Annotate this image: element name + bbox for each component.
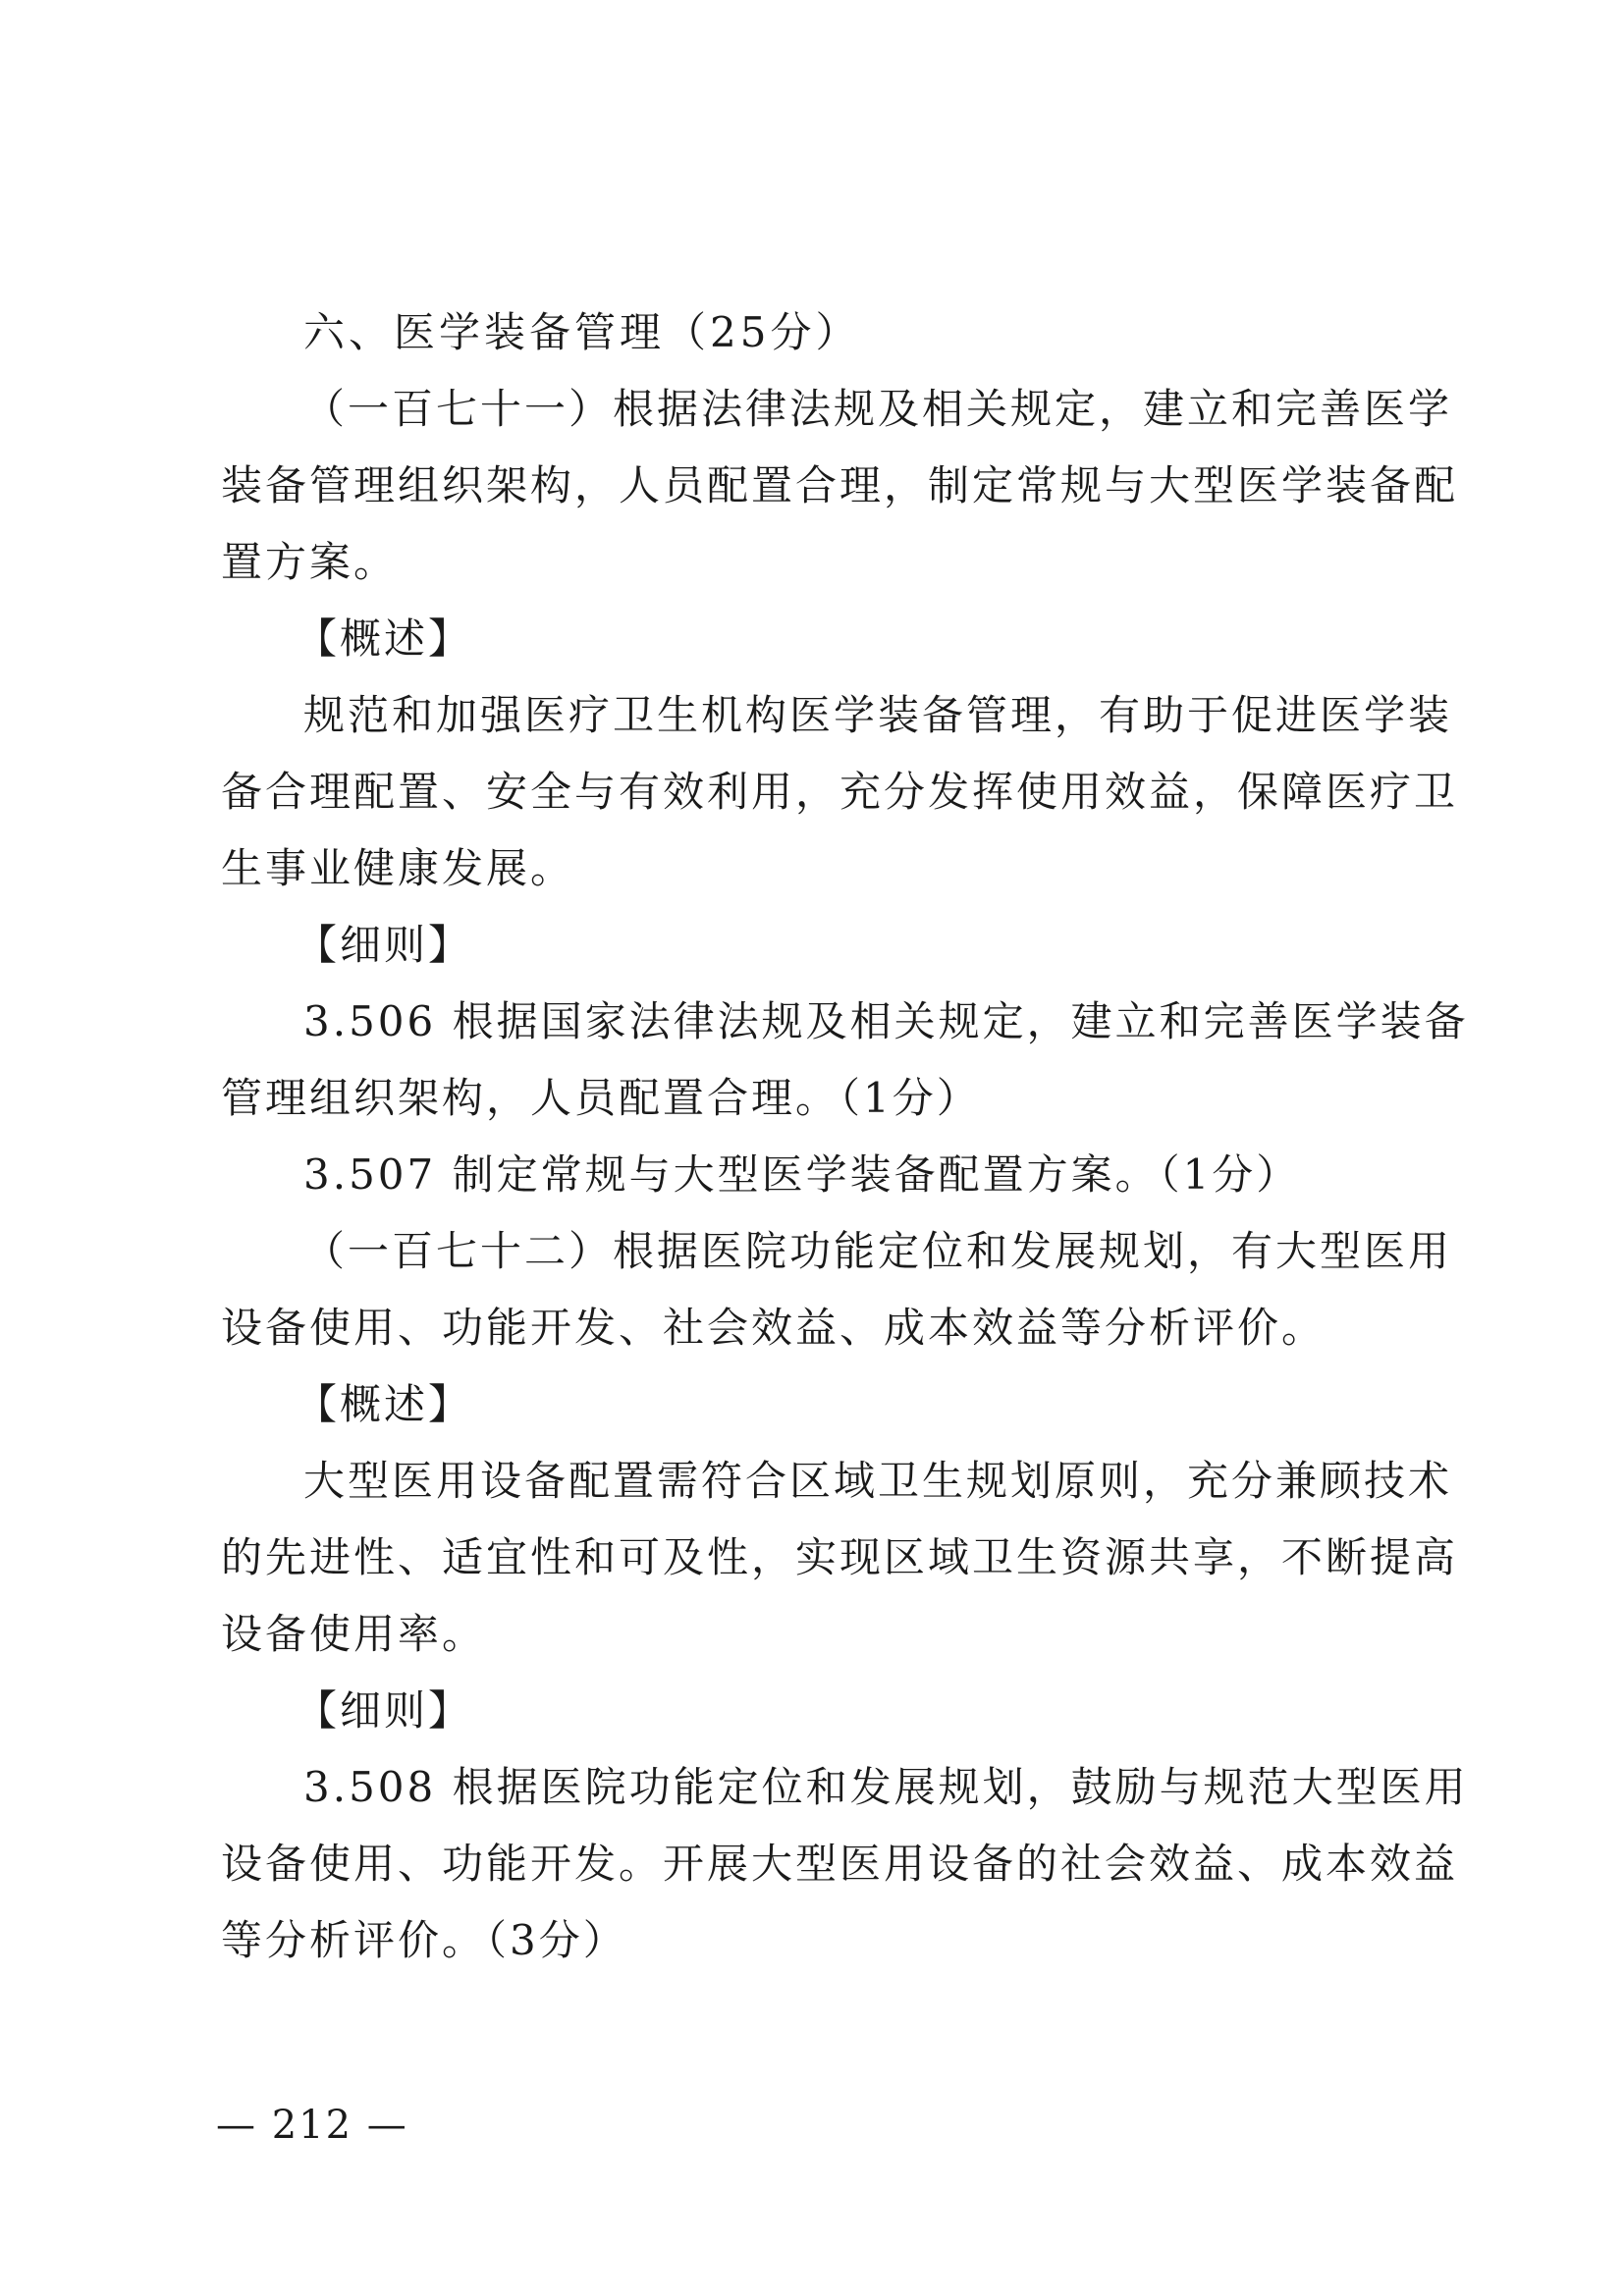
rule-3508-line-2: 设备使用、功能开发。开展大型医用设备的社会效益、成本效益 xyxy=(221,1840,1459,1888)
rules-heading: 【细则】 xyxy=(296,921,473,969)
rule-3507: 3.507 制定常规与大型医学装备配置方案。（1分） xyxy=(303,1150,1301,1199)
overview-171-line-1: 规范和加强医疗卫生机构医学装备管理，有助于促进医学装 xyxy=(303,691,1453,739)
overview-172-line-3: 设备使用率。 xyxy=(221,1610,487,1658)
article-172 xyxy=(221,1213,1469,1979)
rule-3506-line-2: 管理组织架构，人员配置合理。（1分） xyxy=(221,1074,981,1122)
rule-3508-line-3: 等分析评价。（3分） xyxy=(221,1916,627,1964)
overview-heading: 【概述】 xyxy=(296,614,473,663)
rules-heading: 【细则】 xyxy=(296,1686,473,1735)
document-body xyxy=(221,294,1469,1979)
overview-171-line-2: 备合理配置、安全与有效利用，充分发挥使用效益，保障医疗卫 xyxy=(221,768,1459,816)
article-171-line-1: （一百七十一）根据法律法规及相关规定，建立和完善医学 xyxy=(303,385,1453,433)
article-172-line-1: （一百七十二）根据医院功能定位和发展规划，有大型医用 xyxy=(303,1227,1453,1275)
article-172-line-2: 设备使用、功能开发、社会效益、成本效益等分析评价。 xyxy=(221,1304,1326,1352)
article-171-line-2: 装备管理组织架构，人员配置合理，制定常规与大型医学装备配 xyxy=(221,461,1459,509)
page-number: — 212 — xyxy=(216,2103,408,2148)
overview-heading: 【概述】 xyxy=(296,1380,473,1428)
section-title: 六、医学装备管理（25分） xyxy=(303,308,861,356)
rule-3506-line-1: 3.506 根据国家法律法规及相关规定，建立和完善医学装备 xyxy=(303,997,1469,1045)
overview-171-line-3: 生事业健康发展。 xyxy=(221,844,575,892)
rule-3508-line-1: 3.508 根据医院功能定位和发展规划，鼓励与规范大型医用 xyxy=(303,1763,1469,1811)
overview-172-line-2: 的先进性、适宜性和可及性，实现区域卫生资源共享，不断提高 xyxy=(221,1533,1459,1581)
article-171-line-3: 置方案。 xyxy=(221,538,399,586)
overview-172-line-1: 大型医用设备配置需符合区域卫生规划原则，充分兼顾技术 xyxy=(303,1457,1453,1505)
article-171 xyxy=(221,371,1469,1213)
